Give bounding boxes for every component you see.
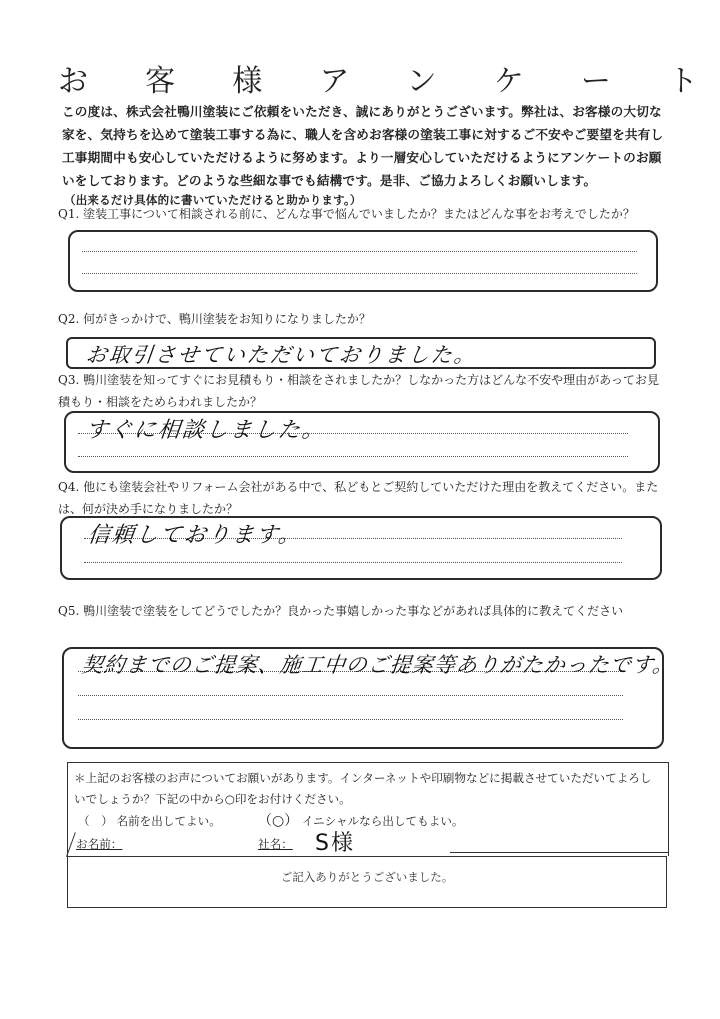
thanks-message: ご記入ありがとうございました。 <box>280 870 454 884</box>
answer-line <box>78 719 623 720</box>
question-q3 <box>58 369 659 413</box>
publication-line: いでしょうか？下記の中から○印をお付けください。 <box>74 792 351 806</box>
answer-box-q1[interactable] <box>68 230 658 292</box>
question-q4 <box>58 476 658 520</box>
option-label: 名前を出してよい。 <box>116 814 221 828</box>
answer-box-q5[interactable] <box>62 647 676 749</box>
title-char: ケ <box>493 64 524 99</box>
name-field[interactable] <box>120 834 220 854</box>
answer-box-q4[interactable] <box>60 516 662 580</box>
intro-paragraph <box>62 100 692 208</box>
handwritten-answer: 契約までのご提案、施工中のご提案等ありがたかったです。 <box>80 653 676 677</box>
answer-line <box>82 273 637 274</box>
option-checkbox-selected[interactable]: （○） <box>258 813 299 829</box>
title-char: ン <box>406 64 437 99</box>
company-field[interactable]: S様 <box>315 831 355 856</box>
option-initial-ok[interactable] <box>258 811 464 832</box>
answer-line <box>78 695 623 696</box>
title-char: 客 <box>145 64 176 99</box>
answer-line <box>82 251 637 252</box>
title-char: ー <box>580 64 611 99</box>
publication-line: ＊上記のお客様のお声についてお願いがあります。インターネットや印刷物などに掲載させていただいてよろし <box>74 771 652 785</box>
intro-line: 家を、気持ちを込めて塗装工事する為に、職人を含めお客様の塗装工事に対するご不安やご要望を共有し <box>62 127 664 142</box>
question-q5 <box>58 600 623 622</box>
intro-note: （出来るだけ具体的に書いていただけると助かります。） <box>64 193 362 207</box>
handwritten-answer: お取引させていただいておりました。 <box>84 343 479 367</box>
title-char: ト <box>667 64 698 99</box>
option-name-ok[interactable] <box>78 811 221 832</box>
question-text: Q2. 何がきっかけで、鴨川塗装をお知りになりましたか？ <box>58 312 371 326</box>
question-text: Q3. 鴨川塗装を知ってすぐにお見積もり・相談をされましたか？しなかった方はどんな不安や理由があってお見 <box>58 373 659 387</box>
question-text: 積もり・相談をためらわれましたか？ <box>58 395 263 409</box>
answer-line <box>84 562 622 563</box>
question-text: は、何が決め手になりましたか？ <box>58 502 239 516</box>
option-label: イニシャルなら出してもよい。 <box>301 814 464 828</box>
intro-line: 工事期間中も安心していただけるように努めます。より一層安心していただけるようにアンケートのお願 <box>62 150 662 165</box>
question-text: Q1. 塗装工事について相談される前に、どんな事で悩んでいましたか？またはどんな事をお考えでしたか？ <box>58 207 635 221</box>
question-text: Q4. 他にも塗装会社やリフォーム会社がある中で、私どもとご契約していただけた理由を教えてください。また <box>58 480 659 494</box>
extra-underline <box>450 852 668 853</box>
answer-box-q3[interactable] <box>64 411 660 473</box>
answer-box-q2[interactable] <box>66 337 656 369</box>
name-label: お名前： <box>76 837 123 851</box>
title-char: お <box>58 64 88 99</box>
question-text: Q5. 鴨川塗装で塗装をしてどうでしたか？良かった事嬉しかった事などがあれば具体的に教えてください <box>58 604 624 618</box>
intro-line: この度は、株式会社鴨川塗装にご依頼をいただき、誠にありがとうございます。弊社は、お客様の大切な <box>62 104 662 119</box>
handwritten-answer: すぐに相談しました。 <box>84 418 328 443</box>
handwritten-answer: 信頼しております。 <box>86 523 304 548</box>
company-label: 社名： <box>258 837 293 851</box>
thanks-box <box>67 856 667 908</box>
page-title <box>58 58 698 98</box>
option-checkbox[interactable]: （ ） <box>78 814 113 828</box>
publication-request <box>74 768 674 810</box>
title-char: ア <box>319 64 350 99</box>
question-q1 <box>58 203 635 225</box>
question-q2 <box>58 308 371 330</box>
answer-line <box>78 456 628 457</box>
title-char: 様 <box>232 64 263 99</box>
intro-line: いをしております。どのような些細な事でも結構です。是非、ご協力よろしくお願いします。 <box>62 173 597 188</box>
